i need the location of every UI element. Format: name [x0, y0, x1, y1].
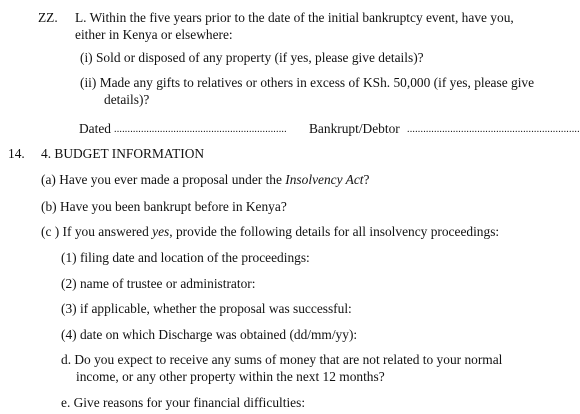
question-d-line2: income, or any other property within the next 12 months? [76, 369, 385, 384]
question-c-text: (c ) If you answered [41, 224, 153, 239]
item-i: (i) Sold or disposed of any property (if yes, please give details)? [80, 50, 424, 65]
question-e: e. Give reasons for your financial difficulties: [61, 395, 306, 410]
dated-label: Dated [79, 121, 111, 136]
sub-question-4: (4) date on which Discharge was obtained (dd/mm/yy): [61, 327, 358, 342]
question-c [41, 224, 499, 240]
question-l-line1: L. Within the five years prior to the date of the initial bankruptcy event, have you, [75, 10, 514, 25]
question-a [41, 172, 369, 188]
bankrupt-debtor-field[interactable]: ................................................................ [407, 124, 580, 135]
dated-field[interactable]: ................................................................ [114, 124, 287, 135]
question-d-line1: d. Do you expect to receive any sums of money that are not related to your normal [61, 352, 503, 367]
sub-question-2: (2) name of trustee or administrator: [61, 276, 256, 291]
section-marker-zz: ZZ. [38, 10, 58, 25]
section-number-14: 14. [8, 146, 25, 161]
question-a-act-name: Insolvency Act [285, 172, 364, 187]
question-b: (b) Have you been bankrupt before in Kenya? [41, 199, 287, 214]
bankrupt-debtor-label: Bankrupt/Debtor [309, 121, 400, 136]
question-c-end: , provide the following details for all insolvency proceedings: [169, 224, 500, 239]
sub-question-1: (1) filing date and location of the proceedings: [61, 250, 310, 265]
section-heading: 4. BUDGET INFORMATION [41, 146, 205, 161]
item-ii-line1: (ii) Made any gifts to relatives or others in excess of KSh. 50,000 (if yes, please give [80, 75, 535, 90]
sub-question-3: (3) if applicable, whether the proposal was successful: [61, 301, 352, 316]
question-l-line2: either in Kenya or elsewhere: [75, 27, 233, 42]
question-a-text: (a) Have you ever made a proposal under the [41, 172, 286, 187]
question-a-end: ? [363, 172, 370, 187]
item-ii-line2: details)? [104, 92, 150, 107]
question-c-yes: yes [152, 224, 170, 239]
